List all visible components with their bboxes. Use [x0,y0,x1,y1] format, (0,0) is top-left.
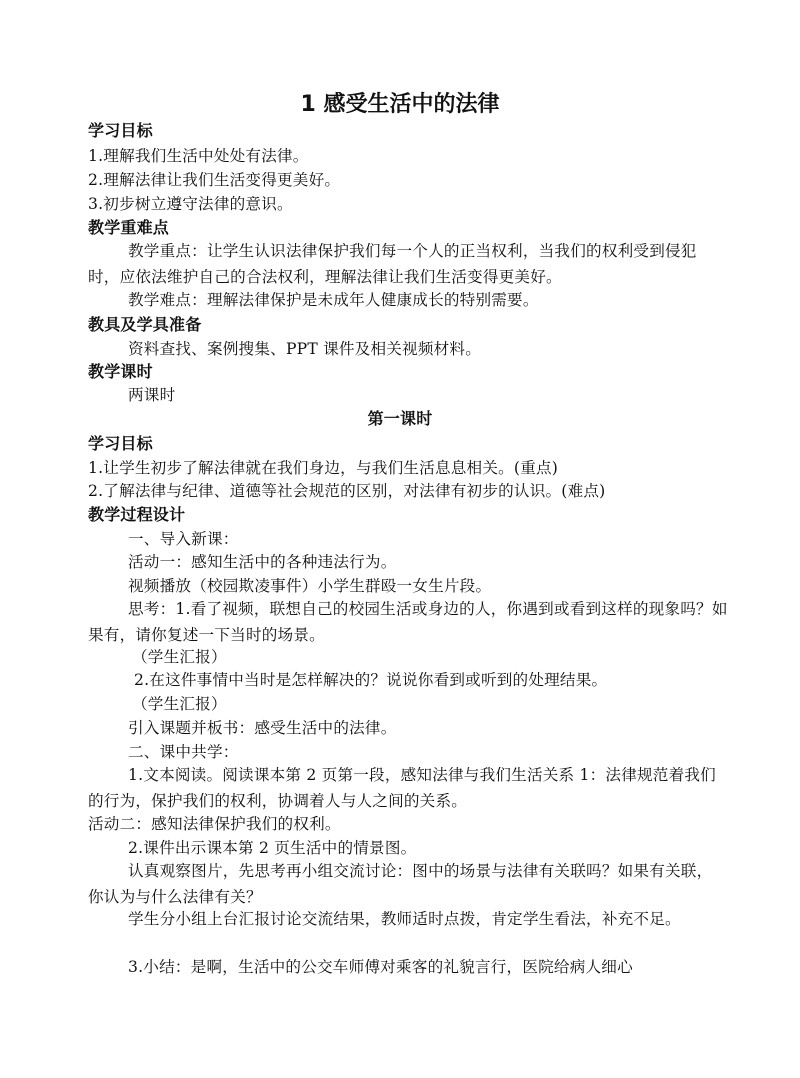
materials-heading: 教具及学具准备 [88,315,202,334]
activity1-line: 活动一：感知生活中的各种违法行为。 [128,553,397,571]
page-title: 1 感受生活中的法律 [300,92,500,117]
goal-item-1: 1.理解我们生活中处处有法律。 [88,147,309,165]
lesson1-heading: 第一课时 [367,409,433,428]
lead-in-line: 引入课题并板书：感受生活中的法律。 [128,719,397,737]
goal-item-2: 2.理解法律让我们生活变得更美好。 [88,171,341,189]
lesson1-goals-heading: 学习目标 [88,434,153,453]
think1-paragraph: 思考：1.看了视频，联想自己的校园生活或身边的人，你遇到或看到这样的现象吗？如果有，请你复述一下当时的场景。 [88,600,728,644]
key-difficulty-paragraph: 教学难点：理解法律保护是未成年人健康成长的特别需要。 [128,291,539,309]
hours-heading: 教学课时 [88,362,153,381]
activity2-line: 活动二：感知法律保护我们的权利。 [88,815,341,833]
lesson1-goal-1: 1.让学生初步了解法律就在我们身边，与我们生活息息相关。(重点) [88,459,559,477]
courseware-line: 2.课件出示课本第 2 页生活中的情景图。 [128,839,417,857]
section2-line: 二、课中共学： [128,743,239,761]
report2-line: （学生汇报） [132,695,227,713]
goals-heading: 学习目标 [88,121,153,140]
report1-line: （学生汇报） [132,648,227,666]
groups-paragraph: 学生分小组上台汇报讨论交流结果，教师适时点拨，肯定学生看法，补充不足。 [128,910,681,928]
reading-paragraph: 1.文本阅读。阅读课本第 2 页第一段，感知法律与我们生活关系 1：法律规范着我们的行为，保护我们的权利，协调着人与人之间的关系。 [88,766,716,810]
observe-paragraph: 认真观察图片，先思考再小组交流讨论：图中的场景与法律有关联吗？如果有关联，你认为与什么法律有关？ [88,862,713,906]
lesson1-goal-2: 2.了解法律与纪律、道德等社会规范的区别，对法律有初步的认识。(难点) [88,482,606,500]
hours-text: 两课时 [128,386,176,404]
goal-item-3: 3.初步树立遵守法律的意识。 [88,195,293,213]
process-heading: 教学过程设计 [88,505,186,524]
think2-line: 2.在这件事情中当时是怎样解决的？说说你看到或听到的处理结果。 [134,671,608,689]
intro-line: 一、导入新课： [128,530,239,548]
materials-text: 资料查找、案例搜集、PPT 课件及相关视频材料。 [128,340,482,358]
key-points-heading: 教学重难点 [88,218,170,237]
key-focus-paragraph: 教学重点：让学生认识法律保护我们每一个人的正当权利，当我们的权利受到侵犯时，应依法维护自己的合法权利，理解法律让我们生活变得更美好。 [88,242,697,286]
video-line: 视频播放（校园欺凌事件）小学生群殴一女生片段。 [128,577,492,595]
summary-line: 3.小结：是啊，生活中的公交车师傅对乘客的礼貌言行，医院给病人细心 [128,958,633,976]
